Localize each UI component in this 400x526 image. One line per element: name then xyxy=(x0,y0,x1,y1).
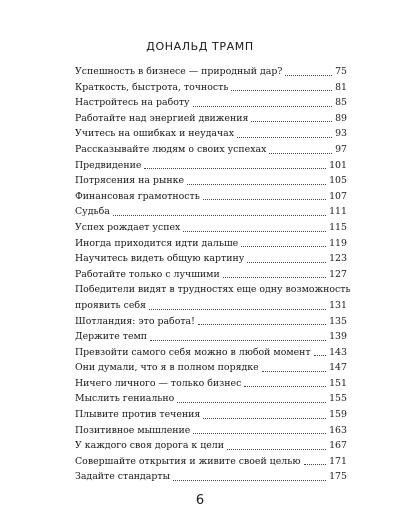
toc-entry-title: Финансовая грамотность xyxy=(75,190,200,202)
toc-entry xyxy=(75,360,347,376)
toc-entry-title: Позитивное мышление xyxy=(75,424,191,436)
dot-leader xyxy=(314,355,326,356)
toc-entry xyxy=(75,220,347,236)
toc-entry-page: 163 xyxy=(329,424,347,436)
toc-entry-page: 101 xyxy=(329,159,347,171)
dot-leader xyxy=(173,480,326,481)
toc-entry xyxy=(75,391,347,407)
toc-entry-page: 167 xyxy=(329,440,347,452)
toc-entry-title: У каждого своя дорога к цели xyxy=(75,440,225,452)
dot-leader xyxy=(262,371,326,372)
toc-entry-page: 131 xyxy=(329,299,347,311)
toc-entry-page: 123 xyxy=(329,253,347,265)
toc-entry-title: Предвидение xyxy=(75,159,142,171)
toc-entry-page: 143 xyxy=(329,346,347,358)
toc-entry-page: 155 xyxy=(329,393,347,405)
dot-leader xyxy=(193,106,332,107)
dot-leader xyxy=(193,433,326,434)
toc-entry xyxy=(75,126,347,142)
toc-entry-title: Они думали, что я в полном порядке xyxy=(75,362,259,374)
toc-entry-title: Судьба xyxy=(75,206,110,218)
toc-entry xyxy=(75,454,347,470)
toc-entry xyxy=(75,173,347,189)
toc-entry xyxy=(75,438,347,454)
toc-entry-page: 147 xyxy=(329,362,347,374)
toc-entry-title-continued: проявить себя xyxy=(75,299,146,311)
table-of-contents xyxy=(75,64,351,485)
toc-entry-page: 135 xyxy=(329,315,347,327)
dot-leader xyxy=(187,184,326,185)
dot-leader xyxy=(251,121,332,122)
toc-entry-page: 159 xyxy=(329,409,347,421)
dot-leader xyxy=(198,324,326,325)
toc-entry-page: 115 xyxy=(329,221,347,233)
toc-entry-continuation xyxy=(75,298,347,314)
dot-leader xyxy=(183,231,326,232)
toc-entry xyxy=(75,142,347,158)
toc-entry xyxy=(75,64,347,80)
toc-entry-title: Шотландия: это работа! xyxy=(75,315,195,327)
toc-entry-title: Мыслить гениально xyxy=(75,393,175,405)
dot-leader xyxy=(149,309,326,310)
toc-entry-title: Настройтесь на работу xyxy=(75,97,190,109)
toc-entry-title: Успех рождает успех xyxy=(75,221,181,233)
page-number: 6 xyxy=(195,493,205,508)
dot-leader xyxy=(203,199,326,200)
toc-entry xyxy=(75,376,347,392)
toc-entry-page: 75 xyxy=(335,66,347,77)
toc-entry-title: Ничего личного — только бизнес xyxy=(75,377,242,389)
dot-leader xyxy=(150,340,326,341)
toc-entry xyxy=(75,204,347,220)
dot-leader xyxy=(285,75,332,76)
toc-entry xyxy=(75,329,347,345)
toc-entry-page: 139 xyxy=(329,331,347,343)
dot-leader xyxy=(304,464,327,465)
toc-entry-title: Работайте только с лучшими xyxy=(75,268,220,280)
toc-entry-title: Превзойти самого себя можно в любой момент xyxy=(75,346,311,358)
toc-entry-page: 151 xyxy=(329,377,347,389)
toc-entry xyxy=(75,267,347,283)
toc-entry-page: 107 xyxy=(329,190,347,202)
dot-leader xyxy=(203,418,326,419)
toc-entry-page: 105 xyxy=(329,175,347,187)
dot-leader xyxy=(269,153,332,154)
toc-entry xyxy=(75,282,351,313)
toc-entry-title: Краткость, быстрота, точность xyxy=(75,81,229,93)
toc-entry-page: 111 xyxy=(329,206,347,218)
toc-entry xyxy=(75,80,347,96)
toc-entry-title: Держите темп xyxy=(75,331,148,343)
toc-entry-page: 119 xyxy=(329,237,347,249)
dot-leader xyxy=(237,137,332,138)
toc-entry-page: 85 xyxy=(335,97,347,109)
toc-entry-title: Успешность в бизнесе — природный дар? xyxy=(75,66,283,77)
dot-leader xyxy=(247,262,326,263)
toc-entry-page: 81 xyxy=(335,81,347,93)
toc-entry-title: Научитесь видеть общую картину xyxy=(75,253,245,265)
toc-entry-title: Задайте стандарты xyxy=(75,471,171,483)
toc-entry-title: Учитесь на ошибках и неудачах xyxy=(75,128,235,140)
toc-entry-title: Победители видят в трудностях еще одну возможность xyxy=(75,284,351,296)
toc-entry-title: Иногда приходится идти дальше xyxy=(75,237,239,249)
toc-entry xyxy=(75,251,347,267)
toc-entry-page: 171 xyxy=(329,455,347,467)
dot-leader xyxy=(144,168,326,169)
toc-entry xyxy=(75,189,347,205)
dot-leader xyxy=(241,246,326,247)
toc-entry-page: 127 xyxy=(329,268,347,280)
running-head: ДОНАЛЬД ТРАМП xyxy=(146,40,254,53)
dot-leader xyxy=(231,90,332,91)
toc-entry xyxy=(75,236,347,252)
toc-entry xyxy=(75,111,347,127)
toc-entry-title: Рассказывайте людям о своих успехах xyxy=(75,143,267,155)
toc-entry xyxy=(75,95,347,111)
dot-leader xyxy=(113,215,326,216)
toc-entry xyxy=(75,158,347,174)
dot-leader xyxy=(244,386,326,387)
toc-entry-title: Совершайте открытия и живите своей целью xyxy=(75,455,301,467)
toc-entry xyxy=(75,314,347,330)
dot-leader xyxy=(227,449,326,450)
toc-entry-page: 93 xyxy=(335,128,347,140)
toc-entry-title: Потрясения на рынке xyxy=(75,175,185,187)
toc-entry xyxy=(75,423,347,439)
toc-entry-page: 89 xyxy=(335,112,347,124)
toc-entry-page: 97 xyxy=(335,143,347,155)
toc-entry-title: Плывите против течения xyxy=(75,409,201,421)
toc-entry-title: Работайте над энергией движения xyxy=(75,112,249,124)
toc-entry xyxy=(75,407,347,423)
dot-leader xyxy=(223,277,326,278)
toc-entry xyxy=(75,469,347,485)
dot-leader xyxy=(177,402,326,403)
toc-entry xyxy=(75,345,347,361)
toc-entry-page: 175 xyxy=(329,471,347,483)
